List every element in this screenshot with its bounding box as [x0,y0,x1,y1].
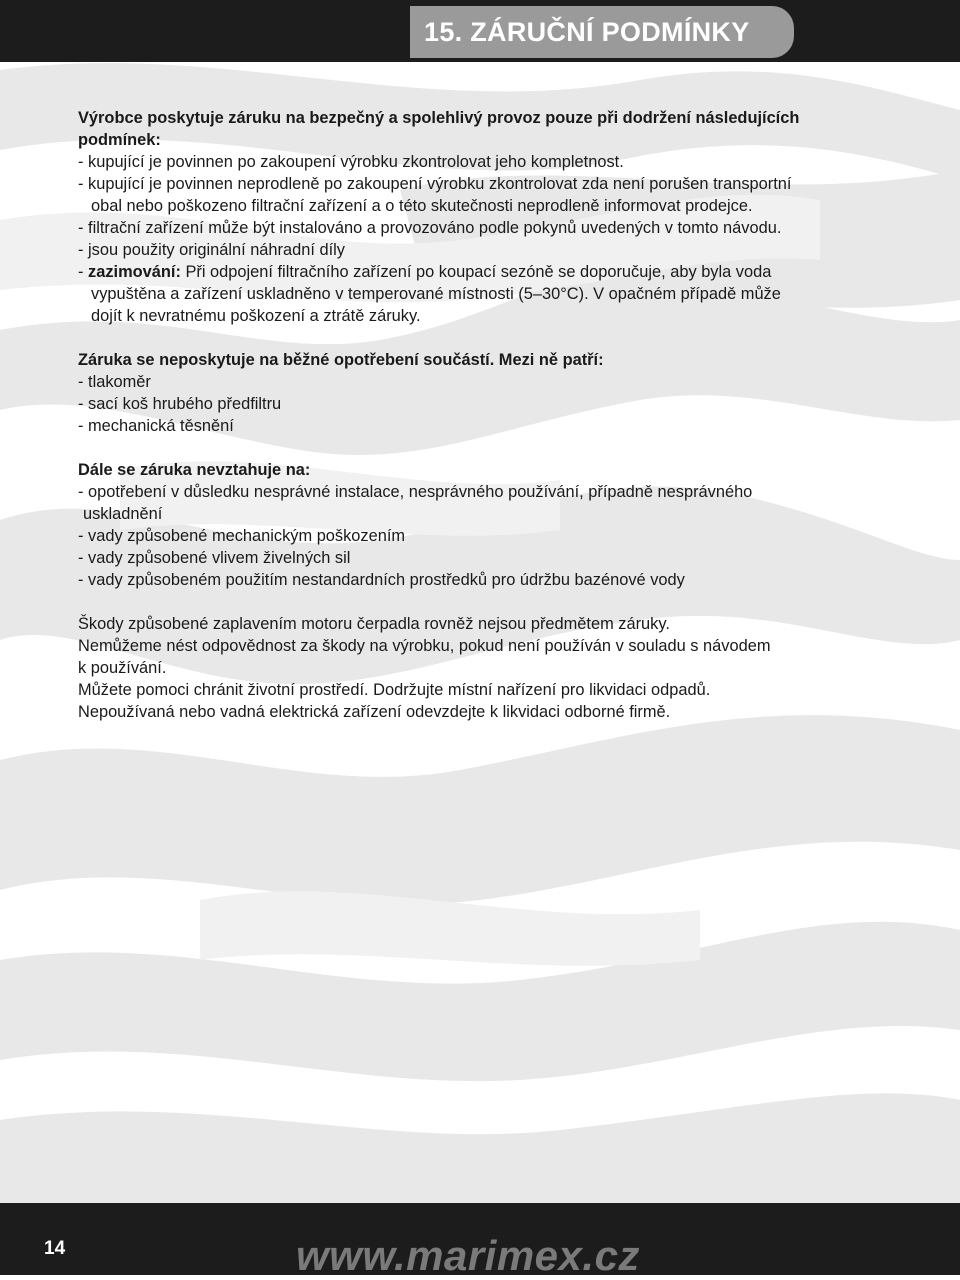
wear-item: - sací koš hrubého předfiltru [78,395,282,413]
closing-line: k používání. [78,659,167,677]
closing-line: Škody způsobené zaplavením motoru čerpadla rovněž nejsou předmětem záruky. [78,615,670,633]
exclusion-item: - vady způsobeném použitím nestandardních prostředků pro údržbu bazénové vody [78,571,685,589]
intro-item: - kupující je povinnen po zakoupení výrobku zkontrolovat jeho kompletnost. [78,153,624,171]
winter-text-line: dojít k nevratnému poškození a ztrátě záruky. [91,307,421,325]
winter-label: zazimování: [88,263,181,281]
exclusions-heading: Dále se záruka nevztahuje na: [78,461,311,479]
intro-item-continued: obal nebo poškozeno filtrační zařízení a o této skutečnosti neprodleně informovat prodejce. [91,197,753,215]
page-title: 15. ZÁRUČNÍ PODMÍNKY [424,16,750,47]
wear-item: - mechanická těsnění [78,417,234,435]
exclusion-item: - opotřebení v důsledku nesprávné instalace, nesprávného používání, případně nesprávného [78,483,753,501]
winter-prefix: - [78,263,89,281]
winter-text: Při odpojení filtračního zařízení po koupací sezóně se doporučuje, aby byla voda [180,263,772,281]
intro-heading: Výrobce poskytuje záruku na bezpečný a spolehlivý provoz pouze při dodržení následujících podmínek: [78,109,800,149]
intro-item: - kupující je povinnen neprodleně po zakoupení výrobku zkontrolovat zda není porušen transportní [78,175,792,193]
closing-line: Nemůžeme nést odpovědnost za škody na výrobku, pokud není používán v souladu s návodem [78,637,771,655]
wear-item: - tlakoměr [78,373,151,391]
winter-text-line: vypuštěna a zařízení uskladněno v temperované místnosti (5–30°C). V opačném případě může [91,285,781,303]
closing-line: Můžete pomoci chránit životní prostředí. Dodržujte místní nařízení pro likvidaci odpadů. [78,681,711,699]
intro-item: - filtrační zařízení může být instalováno a provozováno podle pokynů uvedených v tomto návodu. [78,219,782,237]
winter-item [78,261,882,283]
exclusion-item: - vady způsobené vlivem živelných sil [78,549,351,567]
exclusion-item-continued: uskladnění [83,505,163,523]
intro-item: - jsou použity originální náhradní díly [78,241,345,259]
page-number: 14 [44,1238,66,1259]
closing-line: Nepoužívaná nebo vadná elektrická zařízení odevzdejte k likvidaci odborné firmě. [78,703,671,721]
exclusion-item: - vady způsobené mechanickým poškozením [78,527,406,545]
warranty-content [78,107,882,723]
website-url: www.marimex.cz [296,1232,640,1279]
section-title-tab [410,6,794,58]
wear-heading: Záruka se neposkytuje na běžné opotřebení součástí. Mezi ně patří: [78,351,604,369]
